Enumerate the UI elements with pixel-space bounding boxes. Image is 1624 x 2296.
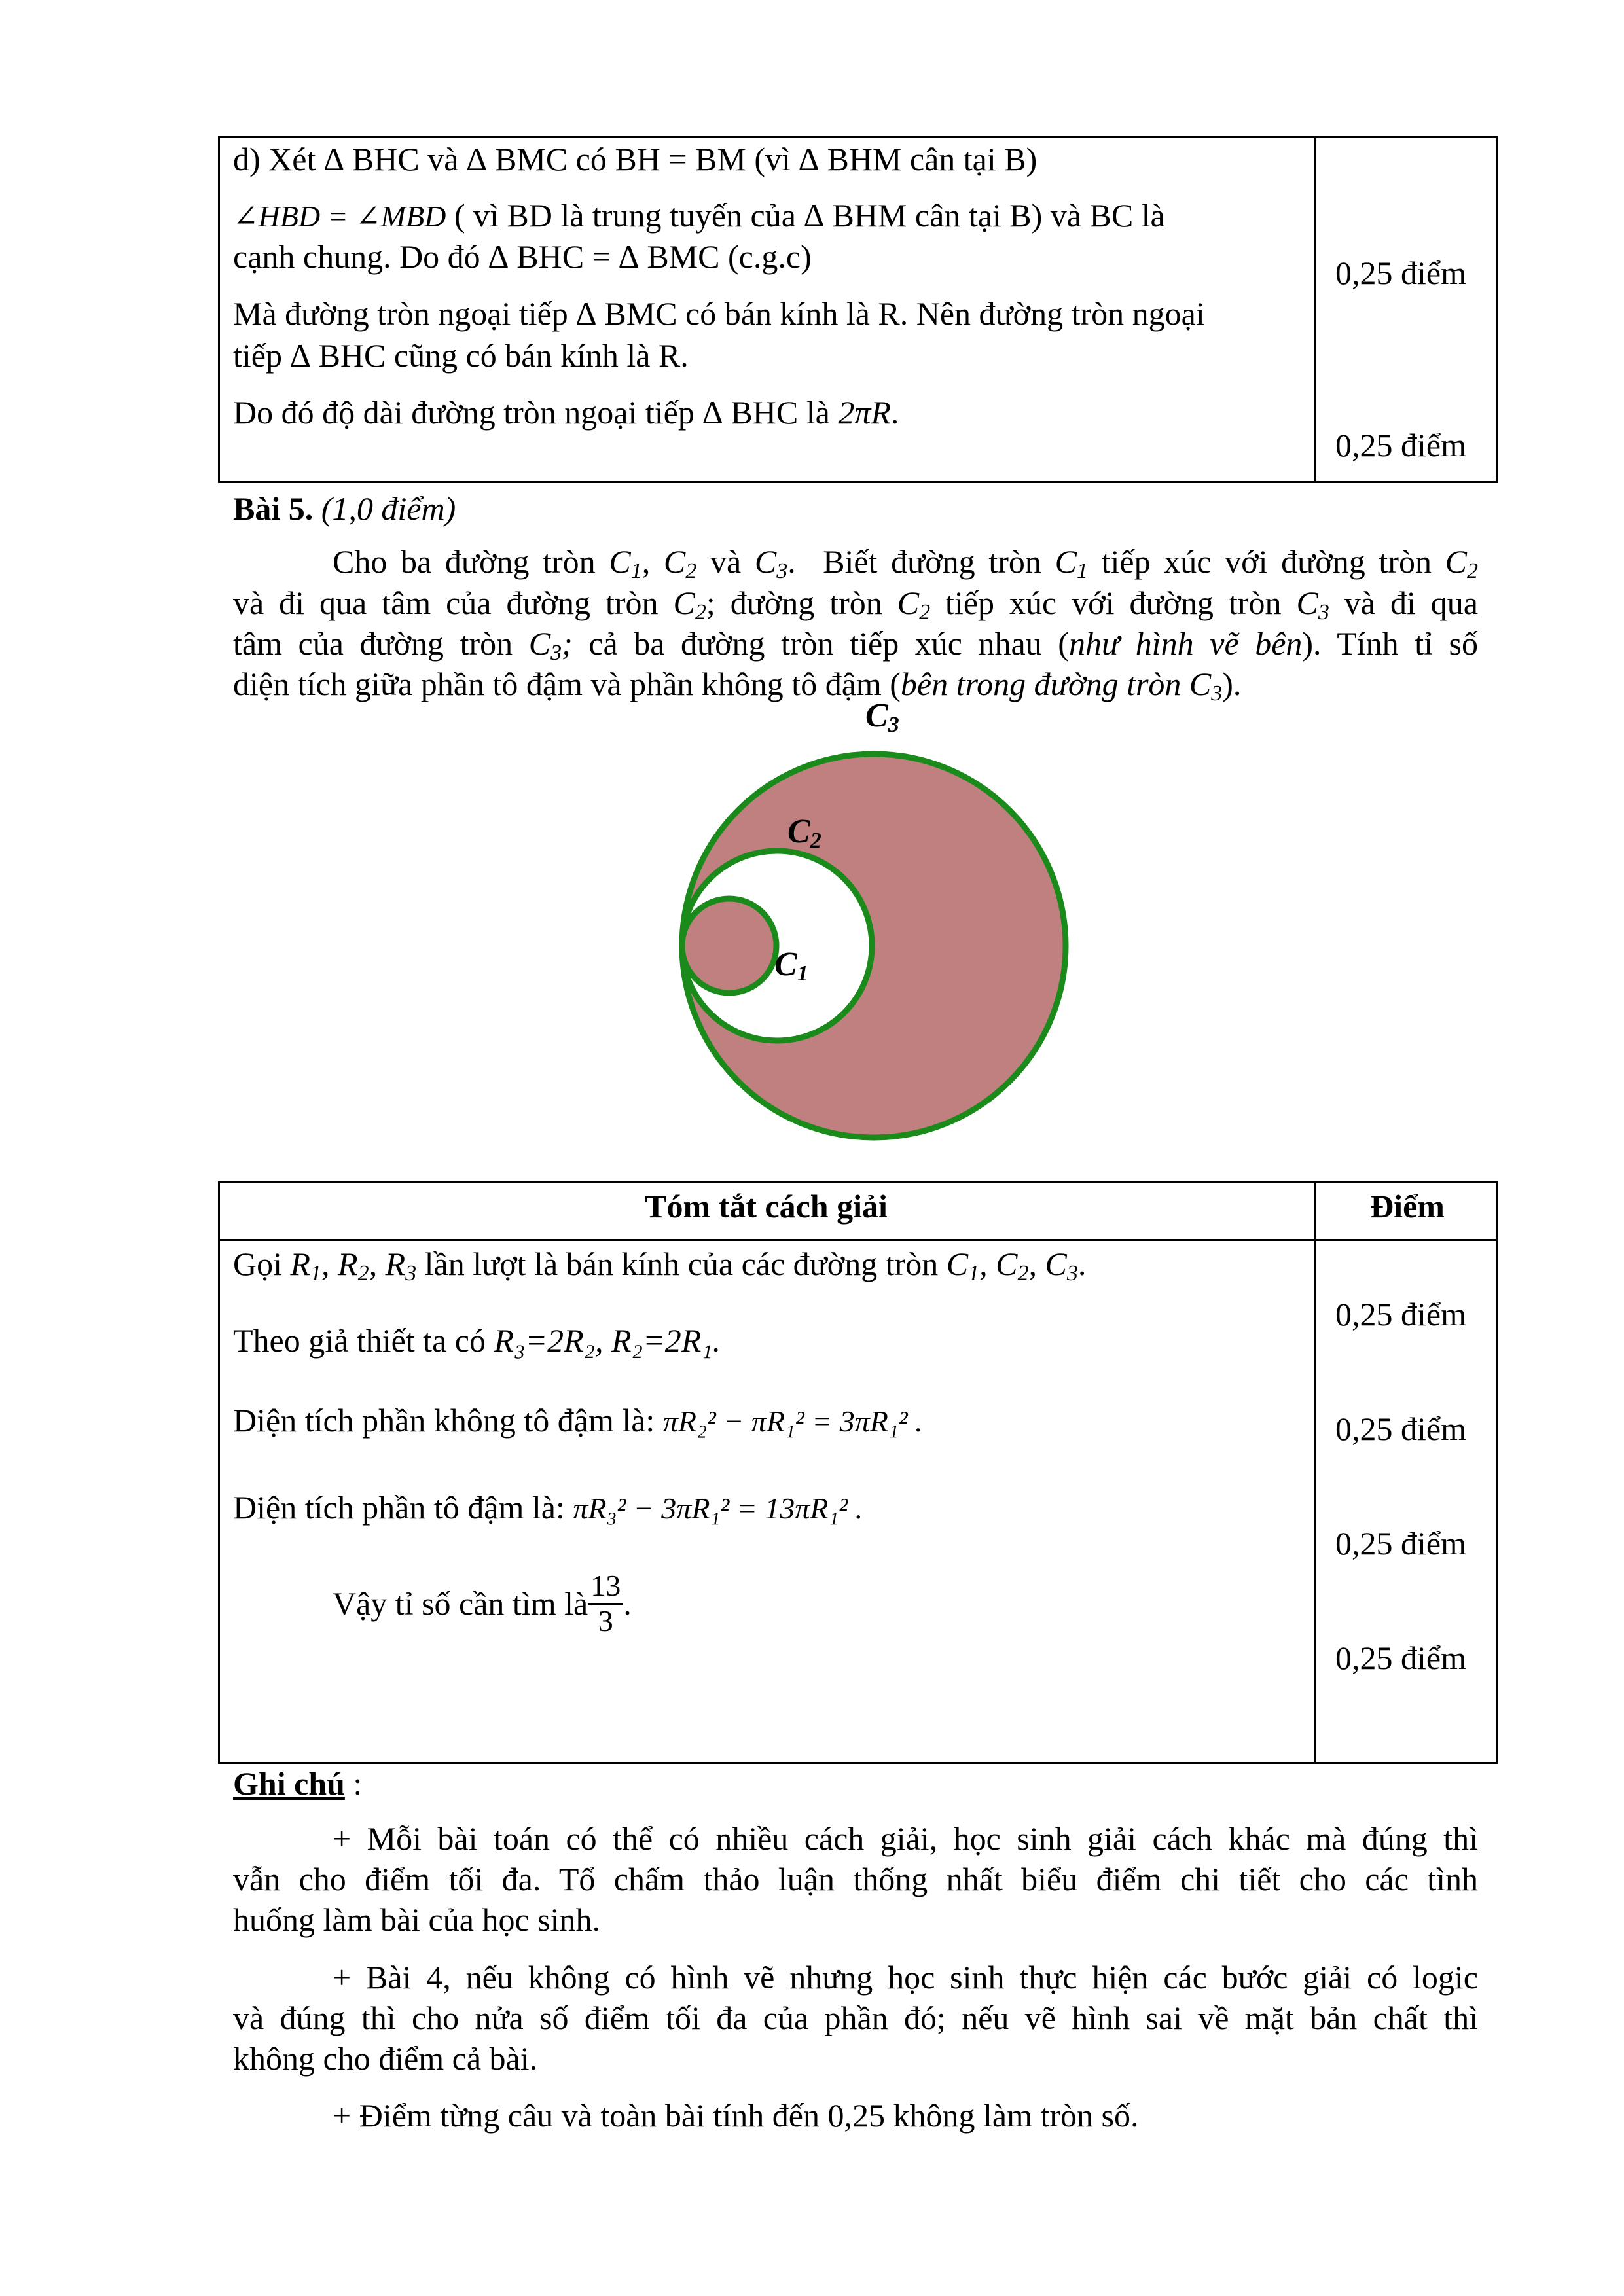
note-1-line-3: huống làm bài của học sinh. bbox=[233, 1901, 600, 1938]
formula-2piR: 2πR bbox=[838, 394, 891, 431]
part-d-score-2: 0,25 điểm bbox=[1335, 427, 1466, 463]
solution-score-1: 0,25 điểm bbox=[1335, 1296, 1466, 1333]
note-3: + Điểm từng câu và toàn bài tính đến 0,25 không làm tròn số. bbox=[333, 2097, 1139, 2134]
circle-c1 bbox=[682, 899, 776, 993]
bai5-paragraph-line-4: diện tích giữa phần tô đậm và phần không tô đậm (bên trong đường tròn $C_3$). bbox=[233, 666, 1242, 706]
solution-score-2: 0,25 điểm bbox=[1335, 1410, 1466, 1447]
solution-line-2: Theo giả thiết ta có R₃=2R₂, R₂=2R₁. bbox=[233, 1322, 721, 1359]
solution-line-3: Diện tích phần không tô đậm là: πR₂² − πR₁² = 3πR₁² . bbox=[233, 1402, 923, 1439]
part-d-line-4: Mà đường tròn ngoại tiếp ∆ BMC có bán kính là R. Nên đường tròn ngoại bbox=[233, 295, 1205, 332]
solution-header-title: Tóm tắt cách giải bbox=[645, 1188, 888, 1225]
part-d-line-6: Do đó độ dài đường tròn ngoại tiếp ∆ BHC là 2πR. bbox=[233, 394, 899, 431]
three-circles-figure bbox=[655, 694, 1113, 1152]
note-1-line-2: vẫn cho điểm tối đa. Tổ chấm thảo luận thống nhất biểu điểm chi tiết cho các tình bbox=[233, 1861, 1478, 1897]
label-c2: $C_2$ bbox=[787, 813, 821, 853]
note-2-line-3: không cho điểm cả bài. bbox=[233, 2040, 538, 2077]
solution-score-4: 0,25 điểm bbox=[1335, 1640, 1466, 1676]
label-c3: $C_3$ bbox=[865, 697, 899, 737]
formula-shaded-area: πR₃² − 3πR₁² = 13πR₁² . bbox=[573, 1492, 863, 1525]
bai5-paragraph-line-3: tâm của đường tròn $C_3$; cả ba đường tròn tiếp xúc nhau (như hình vẽ bên). Tính tỉ số bbox=[233, 625, 1479, 665]
part-d-line-2: ∠HBD = ∠MBD ( vì BD là trung tuyến của ∆ BHM cân tại B) và BC là bbox=[233, 197, 1165, 234]
ratio-fraction: $\frac{13}{3}$ bbox=[588, 1570, 623, 1638]
solution-header-score: Điểm bbox=[1370, 1188, 1445, 1225]
part-d-line-1: d) Xét ∆ BHC và ∆ BMC có BH = BM (vì ∆ BHM cân tại B) bbox=[233, 141, 1038, 177]
label-c1: $C_1$ bbox=[774, 946, 808, 986]
solution-line-1: Gọi $R_1$, $R_2$, $R_3$ lần lượt là bán kính của các đường tròn $C_1$, $C_2$, $C_3$. bbox=[233, 1246, 1087, 1285]
solution-line-4: Diện tích phần tô đậm là: πR₃² − 3πR₁² = 13πR₁² . bbox=[233, 1489, 863, 1526]
formula-unshaded-area: πR₂² − πR₁² = 3πR₁² . bbox=[662, 1405, 923, 1438]
note-2-line-2: và đúng thì cho nửa số điểm tối đa của phần đó; nếu vẽ hình sai về mặt bản chất thì bbox=[233, 2000, 1478, 2036]
radius-relation: R₃=2R₂, R₂=2R₁. bbox=[494, 1322, 721, 1359]
note-2-line-1: + Bài 4, nếu không có hình vẽ nhưng học sinh thực hiện các bước giải có logic bbox=[333, 1959, 1478, 1996]
part-d-score-1: 0,25 điểm bbox=[1335, 255, 1466, 291]
part-d-line-5: tiếp ∆ BHC cũng có bán kính là R. bbox=[233, 337, 689, 374]
bai5-paragraph-line-2: và đi qua tâm của đường tròn $C_2$; đường tròn $C_2$ tiếp xúc với đường tròn $C_3$ và đi qua bbox=[233, 584, 1479, 624]
part-d-line-3: cạnh chung. Do đó ∆ BHC = ∆ BMC (c.g.c) bbox=[233, 238, 812, 275]
bai5-paragraph-line-1: Cho ba đường tròn $C_1$, $C_2$ và $C_3$. Biết đường tròn $C_1$ tiếp xúc với đường tròn $C_2$ bbox=[333, 543, 1478, 583]
solution-line-5: Vậy tỉ số cần tìm là $\frac{13}{3}$ . bbox=[333, 1569, 632, 1638]
notes-heading: Ghi chú : bbox=[233, 1765, 363, 1802]
note-1-line-1: + Mỗi bài toán có thể có nhiều cách giải, học sinh giải cách khác mà đúng thì bbox=[333, 1820, 1478, 1857]
bai5-heading: Bài 5. (1,0 điểm) bbox=[233, 490, 456, 527]
solution-score-3: 0,25 điểm bbox=[1335, 1525, 1466, 1562]
angle-equality: ∠HBD = ∠MBD bbox=[233, 200, 446, 233]
